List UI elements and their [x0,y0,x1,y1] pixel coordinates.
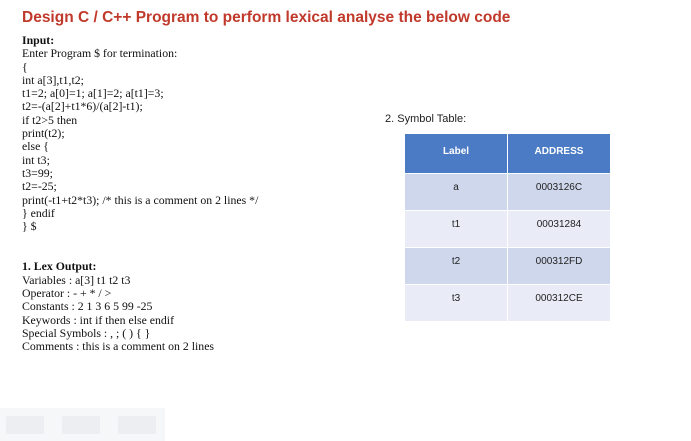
input-heading: Input: [22,33,55,47]
header-address: ADDRESS [508,134,611,174]
left-content [22,34,362,354]
table-row [405,285,611,322]
input-line: t2=-25; [22,179,57,194]
row-address: 000312FD [508,248,611,285]
symbol-table [404,133,611,322]
header-label: Label [405,134,508,174]
input-line: print(-t1+t2*t3); /* this is a comment on 2 lines */ [22,192,259,207]
input-line: else { [22,139,49,154]
input-line: } $ [22,219,37,234]
table-row [405,248,611,285]
input-line: t1=2; a[0]=1; a[1]=2; a[t1]=3; [22,86,164,101]
row-label: a [405,174,508,211]
prev-slide-control[interactable] [6,416,44,434]
input-line: int a[3],t1,t2; [22,72,84,87]
next-slide-control[interactable] [118,416,156,434]
row-label: t1 [405,211,508,248]
lex-output-heading [22,260,362,273]
input-line: } endif [22,205,55,220]
input-line: print(t2); [22,126,65,141]
menu-control[interactable] [62,416,100,434]
lex-output-line: Keywords : int if then else endif [22,312,175,327]
input-line: { [22,59,28,74]
table-row [405,174,611,211]
input-line: if t2>5 then [22,112,78,127]
row-label: t2 [405,248,508,285]
row-address: 000312CE [508,285,611,322]
row-label: t3 [405,285,508,322]
input-line: t3=99; [22,165,53,180]
lex-output-line: Constants : 2 1 3 6 5 99 -25 [22,299,153,314]
lex-output-heading-text: 1. Lex Output: [22,259,97,274]
input-line: int t3; [22,152,50,167]
symbol-table-title: 2. Symbol Table: [385,113,467,125]
row-address: 0003126C [508,174,611,211]
input-line: t2=-(a[2]+t1*6)/(a[2]-t1); [22,99,143,114]
lex-output-line: Operator : - + * / > [22,286,112,301]
table-row [405,211,611,248]
lex-output-line: Special Symbols : , ; ( ) { } [22,325,151,340]
lex-output-line: Comments : this is a comment on 2 lines [22,339,215,354]
page-title: Design C / C++ Program to perform lexical analyse the below code [22,9,511,26]
symbol-table-header-row [405,134,611,174]
input-line: Enter Program $ for termination: [22,46,178,61]
row-address: 00031284 [508,211,611,248]
lex-output-line: Variables : a[3] t1 t2 t3 [22,272,131,287]
